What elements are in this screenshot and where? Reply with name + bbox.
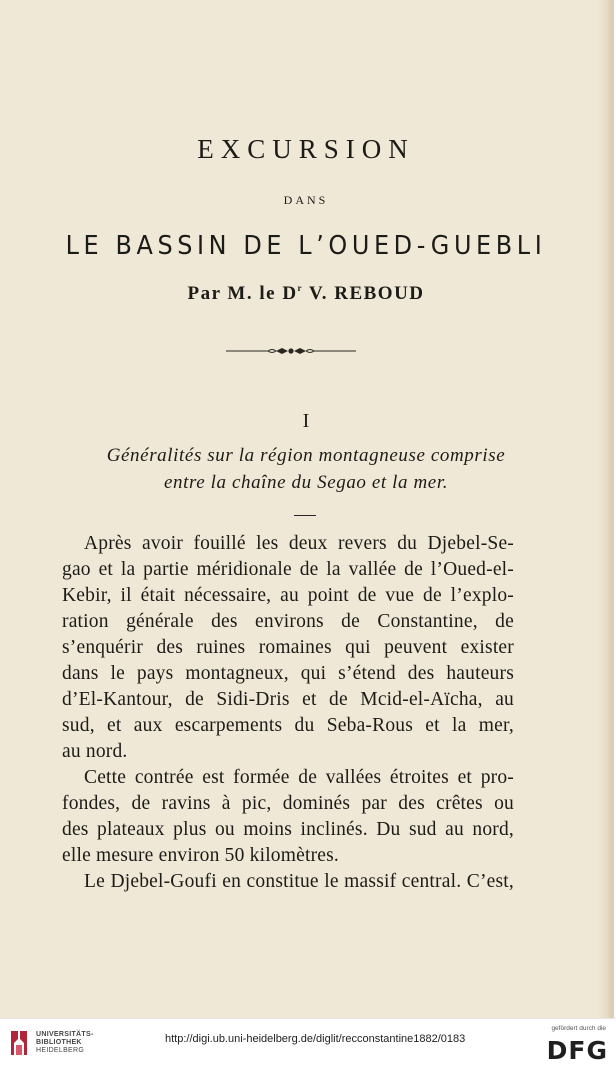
title-connector: DANS xyxy=(283,193,329,207)
paragraph-line: des plateaux plus ou moins inclinés. Du sud au nord, xyxy=(62,819,514,840)
funder-caption: gefördert durch die xyxy=(551,1025,606,1032)
library-name-line: HEIDELBERG xyxy=(36,1047,85,1054)
paragraph-line: Cette contrée est formée de vallées étroites et pro- xyxy=(84,767,514,788)
section-title-line: Généralités sur la région montagneuse comprise xyxy=(106,445,506,466)
paragraph-line: s’enquérir des ruines romaines qui peuvent exister xyxy=(62,637,514,658)
paragraph-line: Kebir, il était nécessaire, au point de vue de l’explo- xyxy=(62,585,514,606)
paragraph-line: dans le pays montagneux, qui s’étend des hauteurs xyxy=(62,663,514,684)
byline-prefix: Par M. le D xyxy=(187,283,298,304)
library-name-line: UNIVERSITÄTS- xyxy=(36,1031,94,1038)
ornamental-divider-icon xyxy=(226,345,356,357)
author-byline xyxy=(0,283,612,305)
paragraph-line: Le Djebel-Goufi en constitue le massif central. C’est, xyxy=(84,871,514,892)
paragraph-line: elle mesure environ 50 kilomètres. xyxy=(62,845,340,866)
library-name[interactable] xyxy=(36,1031,94,1055)
section-number: I xyxy=(302,410,310,432)
byline-superscript: r xyxy=(297,283,304,293)
paragraph-line: d’El-Kantour, de Sidi-Dris et de Mcid-el-Aïcha, au xyxy=(62,689,514,710)
permalink-url[interactable]: http://digi.ub.uni-heidelberg.de/diglit/recconstantine1882/0183 xyxy=(165,1033,466,1045)
section-divider xyxy=(294,515,316,516)
ub-heidelberg-logo-icon[interactable] xyxy=(8,1029,30,1057)
paragraph-line: au nord. xyxy=(62,741,128,762)
paragraph-line: fondes, de ravins à pic, dominés par des crêtes ou xyxy=(62,793,514,814)
library-name-line: BIBLIOTHEK xyxy=(36,1039,82,1046)
document-subtitle: LE BASSIN DE L’OUED-GUEBLI xyxy=(65,231,547,261)
document-title: EXCURSION xyxy=(197,134,415,164)
paragraph-line: sud, et aux escarpements du Seba-Rous et la mer, xyxy=(62,715,514,736)
paragraph-line: Après avoir fouillé les deux revers du Djebel-Se- xyxy=(84,533,514,554)
dfg-logo[interactable]: DFG xyxy=(546,1036,608,1065)
section-title-line: entre la chaîne du Segao et la mer. xyxy=(163,472,449,493)
paragraph-line: gao et la partie méridionale de la vallée de l’Oued-el- xyxy=(62,559,514,580)
byline-author: V. REBOUD xyxy=(303,283,425,304)
viewer-footer xyxy=(0,1018,616,1067)
paragraph-line: ration générale des environs de Constantine, de xyxy=(62,611,514,632)
section-title xyxy=(0,442,612,496)
